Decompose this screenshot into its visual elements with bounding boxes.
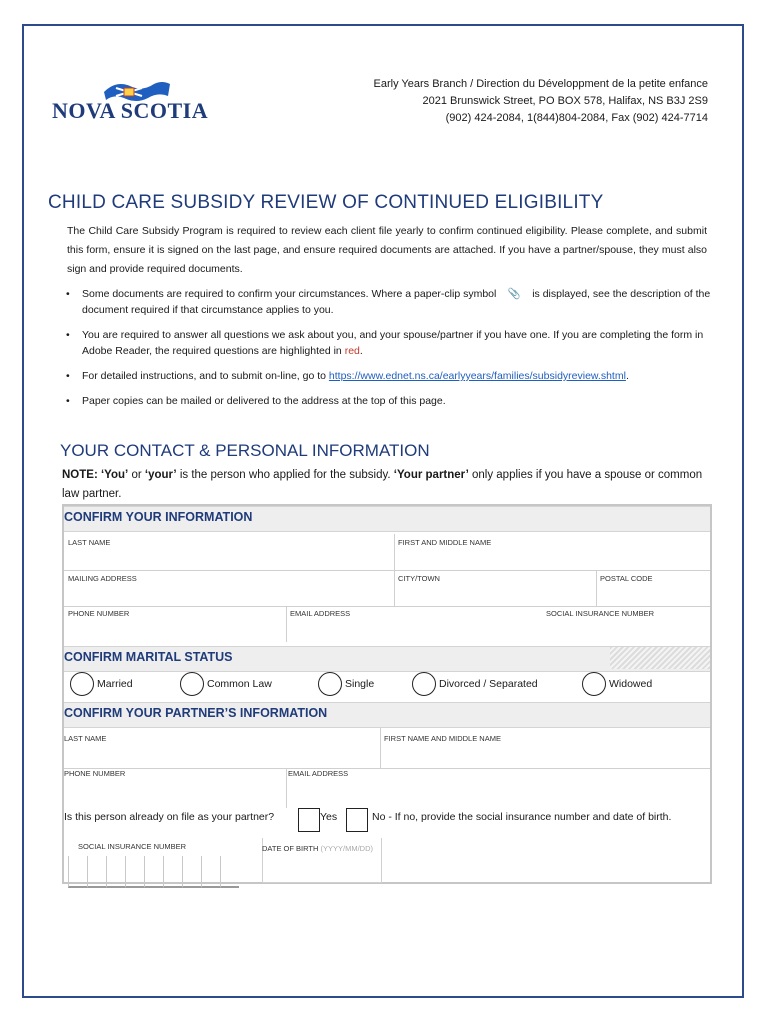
partner-phone-label: PHONE NUMBER [64,769,126,778]
city-town-label: CITY/TOWN [398,574,440,583]
sin-label: SOCIAL INSURANCE NUMBER [546,609,655,618]
partner-sin-label: SOCIAL INSURANCE NUMBER [78,842,187,851]
first-middle-name-label: FIRST AND MIDDLE NAME [398,538,492,547]
field-divider [380,728,381,768]
nova-scotia-logo: NOVA SCOTIA [52,98,209,123]
radio-circle-icon[interactable] [582,672,606,696]
partner-sin-input[interactable] [68,856,239,888]
branch-address [374,76,708,127]
contact-form [62,504,712,884]
partner-last-name-label: LAST NAME [64,734,107,743]
confirm-information-heading: CONFIRM YOUR INFORMATION [64,510,253,524]
radio-single[interactable]: Single [318,672,374,696]
postal-code-label: POSTAL CODE [600,574,653,583]
mailing-address-label: MAILING ADDRESS [68,574,137,583]
required-red-text: red [344,345,360,357]
paper-clip-icon: 📎 [507,288,521,300]
page-title: CHILD CARE SUBSIDY REVIEW OF CONTINUED ELIGIBILITY [48,192,604,213]
partner-email-label: EMAIL ADDRESS [288,769,349,778]
field-divider [394,570,395,606]
radio-common-law[interactable]: Common Law [180,672,272,696]
intro-paragraph: The Child Care Subsidy Program is required to review each client file yearly to confirm continued eligibility. Please complete, and submit this form, ensure it is signed on the last page, and ensure required documents are attached. If you have a partner/spouse, they must also sign and provide required documents. [67,225,707,275]
marital-status-heading: CONFIRM MARITAL STATUS [64,650,233,664]
address-line: (902) 424-2084, 1(844)804-2084, Fax (902) 424-7714 [445,112,708,124]
last-name-label: LAST NAME [68,538,111,547]
address-line: Early Years Branch / Direction du Développment de la petite enfance [373,78,708,90]
instruction-item: • For detailed instructions, and to submit on-line, go to https://www.ednet.ns.ca/earlyyears/families/subsidyreview.shtml. [66,368,716,384]
field-divider [286,768,287,808]
hatched-area [610,647,710,669]
yes-checkbox[interactable] [298,808,320,832]
radio-circle-icon[interactable] [70,672,94,696]
subsidy-review-link[interactable]: https://www.ednet.ns.ca/earlyyears/families/subsidyreview.shtml [328,370,626,382]
phone-number-label: PHONE NUMBER [68,609,130,618]
field-divider [64,570,710,571]
field-divider [64,768,710,769]
no-label: No - If no, provide the social insurance number and date of birth. [372,811,672,823]
section-title-contact: YOUR CONTACT & PERSONAL INFORMATION [60,441,430,460]
radio-married[interactable]: Married [70,672,133,696]
instruction-item: • You are required to answer all questions we ask about you, and your spouse/partner if you have one. If you are completing the form in Adobe Reader, the required questions are highlighted in red. [66,327,716,359]
field-divider [64,606,710,607]
dob-format-hint: (YYYY/MM/DD) [320,844,373,853]
field-divider [394,534,395,570]
field-divider [286,606,287,642]
note-paragraph: NOTE: ‘You’ or ‘your’ is the person who applied for the subsidy. ‘Your partner’ only applies if you have a spouse or common law partner. [62,469,703,500]
radio-divorced-separated[interactable]: Divorced / Separated [412,672,538,696]
radio-circle-icon[interactable] [318,672,342,696]
partner-information-heading: CONFIRM YOUR PARTNER’S INFORMATION [64,706,328,720]
instruction-item: • Some documents are required to confirm your circumstances. Where a paper-clip symbol 📎 is displayed, see the description of the document required if that circumstance applies to you. [66,286,716,318]
instruction-item: • Paper copies can be mailed or delivered to the address at the top of this page. [66,393,716,409]
partner-dob-label: DATE OF BIRTH (YYYY/MM/DD) [262,844,373,853]
address-line: 2021 Brunswick Street, PO BOX 578, Halifax, NS B3J 2S9 [422,95,708,107]
field-divider [596,570,597,606]
partner-on-file-question: Is this person already on file as your partner? [64,811,275,823]
partner-first-middle-name-label: FIRST NAME AND MIDDLE NAME [384,734,501,743]
no-checkbox[interactable] [346,808,368,832]
instruction-list [66,286,716,418]
radio-circle-icon[interactable] [412,672,436,696]
email-address-label: EMAIL ADDRESS [290,609,351,618]
radio-widowed[interactable]: Widowed [582,672,652,696]
radio-circle-icon[interactable] [180,672,204,696]
yes-label: Yes [320,811,338,823]
